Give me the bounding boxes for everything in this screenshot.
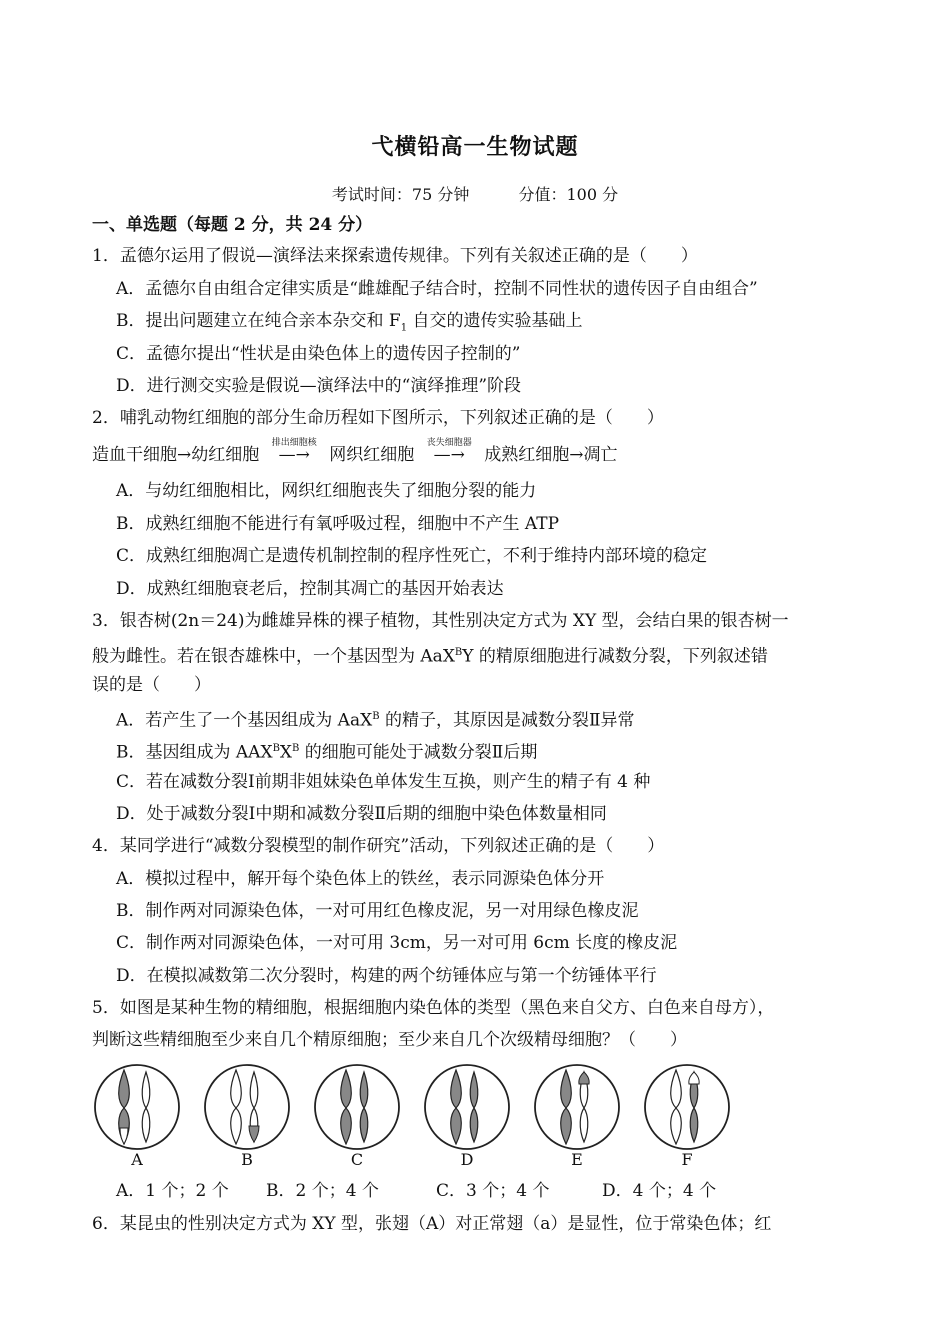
q4-option-c: C．制作两对同源染色体，一对可用 3cm，另一对可用 6cm 长度的橡皮泥 xyxy=(116,933,678,953)
q2-stem: 2．哺乳动物红细胞的部分生命历程如下图所示，下列叙述正确的是（ ） xyxy=(92,408,664,428)
cell-label: C xyxy=(350,1150,364,1169)
q1-option-d: D．进行测交实验是假说—演绎法中的“演绎推理”阶段 xyxy=(116,376,522,396)
cell-b xyxy=(202,1062,292,1172)
cell-c xyxy=(312,1062,402,1172)
q2-option-d: D．成熟红细胞衰老后，控制其凋亡的基因开始表达 xyxy=(116,579,504,599)
q5-stem-line1: 5．如图是某种生物的精细胞，根据细胞内染色体的类型（黑色来自父方、白色来自母方）， xyxy=(92,998,775,1018)
q5-options xyxy=(116,1180,716,1202)
q1-option-b: B．提出问题建立在纯合亲本杂交和 $F_1$ 自交的遗传实验基础上 xyxy=(116,311,583,334)
sperm-cell-figure xyxy=(92,1062,742,1172)
q4-stem: 4．某同学进行“减数分裂模型的制作研究”活动，下列叙述正确的是（ ） xyxy=(92,836,665,856)
q5-option-d: D．4 个；4 个 xyxy=(602,1181,717,1201)
cell-e xyxy=(532,1062,622,1172)
q2-option-a: A．与幼红细胞相比，网织红细胞丧失了细胞分裂的能力 xyxy=(116,481,537,501)
cell-e-drawing xyxy=(532,1062,622,1152)
cell-label: F xyxy=(681,1150,693,1169)
q5-option-b: B．2 个；4 个 xyxy=(266,1181,379,1201)
q3-option-a: A．若产生了一个基因组成为 AaX$^B$ 的精子，其原因是减数分裂Ⅱ异常 xyxy=(116,710,635,731)
cell-label: D xyxy=(460,1150,474,1169)
q5-option-c: C．3 个；4 个 xyxy=(436,1181,550,1201)
q5-stem-line2: 判断这些精细胞至少来自几个精原细胞；至少来自几个次级精母细胞？（ ） xyxy=(92,1030,687,1050)
arrow-lose-organelles: 丧失细胞器 —→ xyxy=(426,438,472,465)
cell-label: B xyxy=(241,1150,253,1169)
exam-meta xyxy=(0,182,950,205)
cell-label: E xyxy=(571,1150,583,1169)
q3-stem-line2: 般为雌性。若在银杏雄株中，一个基因型为 AaX$^B$Y 的精原细胞进行减数分裂，下列叙述错 xyxy=(92,646,768,667)
q2-flow-diagram: 造血干细胞→幼红细胞 排出细胞核 —→ 网织红细胞 丧失细胞器 —→ 成熟红细胞→凋亡 xyxy=(92,438,618,465)
q4-option-b: B．制作两对同源染色体，一对可用红色橡皮泥，另一对用绿色橡皮泥 xyxy=(116,901,639,921)
q1-stem: 1．孟德尔运用了假说—演绎法来探索遗传规律。下列有关叙述正确的是（ ） xyxy=(92,246,698,266)
q5-option-a: A．1 个；2 个 xyxy=(116,1181,229,1201)
cell-b-drawing xyxy=(202,1062,292,1152)
q6-stem: 6．某昆虫的性别决定方式为 XY 型，张翅（A）对正常翅（a）是显性，位于常染色体；红 xyxy=(92,1214,772,1234)
q4-option-d: D．在模拟减数第二次分裂时，构建的两个纺锤体应与第一个纺锤体平行 xyxy=(116,966,657,986)
q3-stem-line1: 3．银杏树(2n＝24)为雌雄异株的裸子植物，其性别决定方式为 XY 型，会结白果的银杏树一 xyxy=(92,611,789,631)
q2-option-b: B．成熟红细胞不能进行有氧呼吸过程，细胞中不产生 ATP xyxy=(116,514,560,534)
page-title: 弋横铅高一生物试题 xyxy=(371,134,579,160)
q3-stem-line3: 误的是（ ） xyxy=(92,675,211,695)
cell-a xyxy=(92,1062,182,1172)
q4-option-a: A．模拟过程中，解开每个染色体上的铁丝，表示同源染色体分开 xyxy=(116,869,605,889)
q1-option-a: A．孟德尔自由组合定律实质是“雌雄配子结合时，控制不同性状的遗传因子自由组合” xyxy=(116,279,758,299)
cell-a-drawing xyxy=(92,1062,182,1152)
cell-label: A xyxy=(131,1150,143,1169)
q3-option-b: B．基因组成为 $AAX^BX^B$ 的细胞可能处于减数分裂Ⅱ后期 xyxy=(116,742,538,763)
exam-time: 考试时间：75 分钟 xyxy=(331,185,470,204)
cell-f xyxy=(642,1062,732,1172)
cell-d-drawing xyxy=(422,1062,512,1152)
cell-c-drawing xyxy=(312,1062,402,1152)
q3-option-d: D．处于减数分裂Ⅰ中期和减数分裂Ⅱ后期的细胞中染色体数量相同 xyxy=(116,804,607,824)
q3-option-c: C．若在减数分裂Ⅰ前期非姐妹染色单体发生互换，则产生的精子有 4 种 xyxy=(116,772,651,792)
section-heading: 一、单选题（每题 2 分，共 24 分） xyxy=(92,215,373,235)
cell-d xyxy=(422,1062,512,1172)
arrow-remove-nucleus: 排出细胞核 —→ xyxy=(271,438,317,465)
exam-score: 分值：100 分 xyxy=(518,185,619,204)
q1-option-c: C．孟德尔提出“性状是由染色体上的遗传因子控制的” xyxy=(116,344,521,364)
cell-f-drawing xyxy=(642,1062,732,1152)
q2-option-c: C．成熟红细胞凋亡是遗传机制控制的程序性死亡，不利于维持内部环境的稳定 xyxy=(116,546,708,566)
